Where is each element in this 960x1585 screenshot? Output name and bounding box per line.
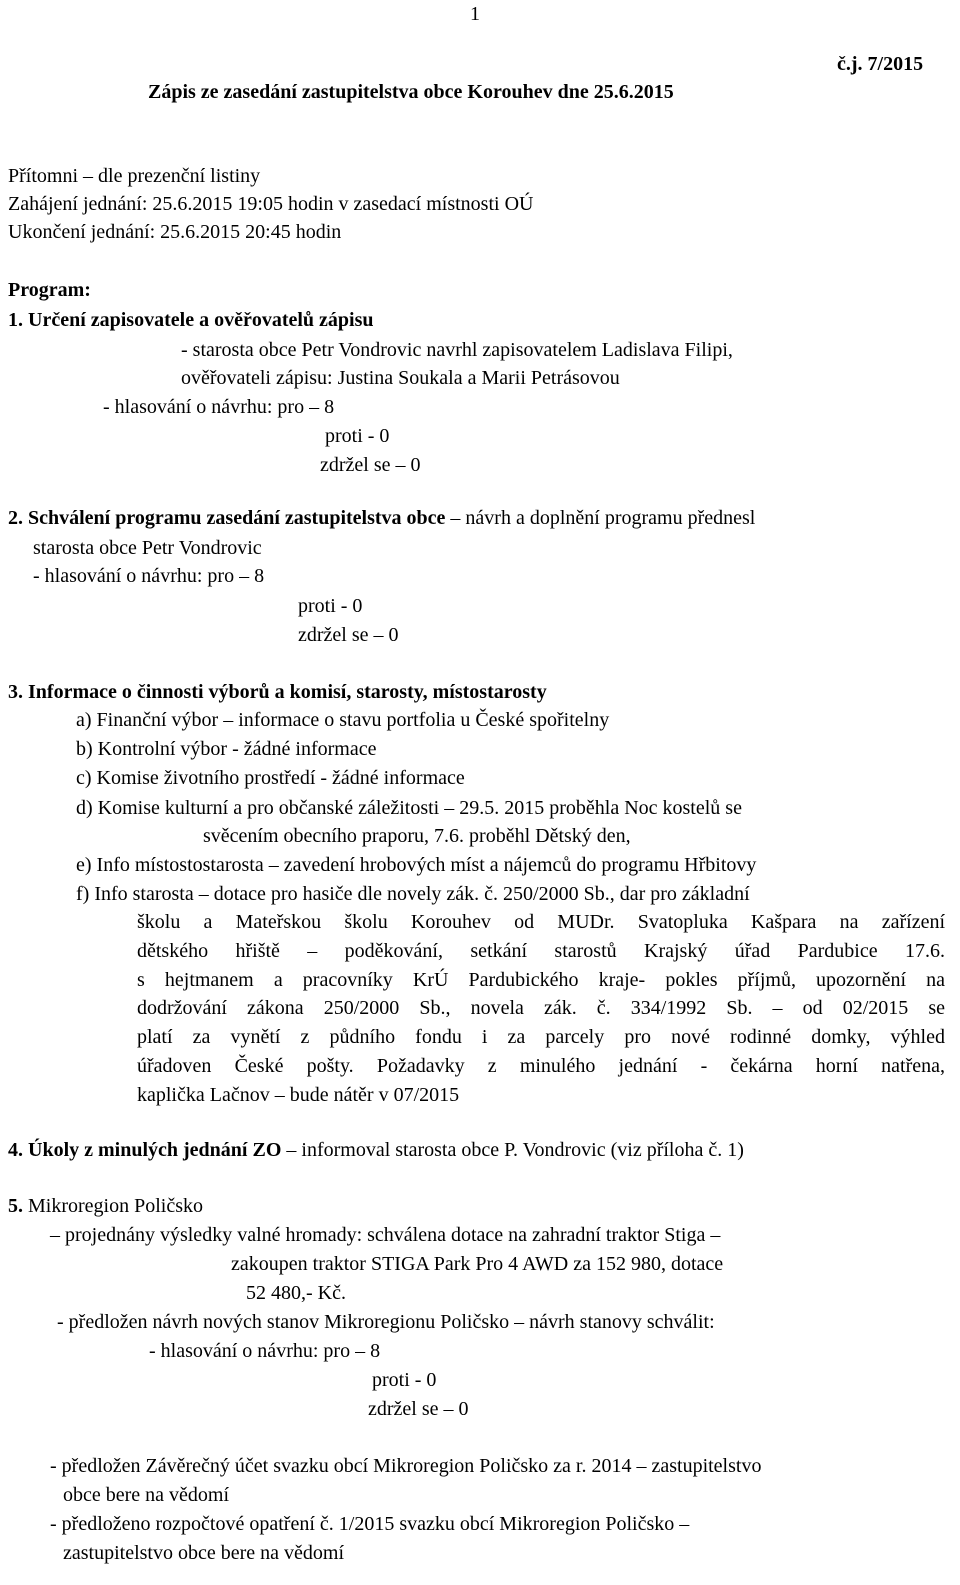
item5-line1: – projednány výsledky valné hromady: schválena dotace na zahradní traktor Stiga –	[50, 1224, 721, 1246]
item5-number: 5.	[8, 1195, 23, 1217]
item2-vote-abstain: zdržel se – 0	[298, 624, 399, 646]
item5-line7: - předloženo rozpočtové opatření č. 1/2015 svazku obcí Mikroregion Poličsko –	[50, 1513, 690, 1535]
item1-line1: - starosta obce Petr Vondrovic navrhl zapisovatelem Ladislava Filipi,	[181, 339, 733, 361]
item4-title: Úkoly z minulých jednání ZO	[28, 1139, 282, 1161]
item1-title: Určení zapisovatele a ověřovatelů zápisu	[28, 309, 374, 331]
item1-vote-against: proti - 0	[325, 425, 390, 447]
item3-f6: platí za vynětí z půdního fondu i za parcely pro nové rodinné domky, výhled	[137, 1026, 945, 1048]
item1-line2: ověřovateli zápisu: Justina Soukala a Marii Petrásovou	[181, 367, 620, 389]
closing-line: Ukončení jednání: 25.6.2015 20:45 hodin	[8, 221, 342, 243]
item5-line4: - předložen návrh nových stanov Mikroregionu Poličsko – návrh stanovy schválit:	[57, 1311, 715, 1333]
item3-f5: dodržování zákona 250/2000 Sb., novela zák. č. 334/1992 Sb. – od 02/2015 se	[137, 997, 945, 1019]
item3-f2: školu a Mateřskou školu Korouhev od MUDr. Svatopluka Kašpara na zařízení	[137, 911, 945, 933]
page-number: 1	[470, 3, 480, 25]
item3-f4: s hejtmanem a pracovníky KrÚ Pardubického kraje- pokles příjmů, upozornění na	[137, 969, 945, 991]
item3-heading	[8, 680, 547, 704]
item5-line2: zakoupen traktor STIGA Park Pro 4 AWD za 152 980, dotace	[231, 1253, 724, 1275]
item3-f1: f) Info starosta – dotace pro hasiče dle novely zák. č. 250/2000 Sb., dar pro základní	[76, 883, 750, 905]
item1-vote-for: - hlasování o návrhu: pro – 8	[103, 396, 335, 418]
item5-line5: - předložen Závěrečný účet svazku obcí Mikroregion Poličsko za r. 2014 – zastupitelstvo	[50, 1455, 762, 1477]
item4-number: 4.	[8, 1139, 23, 1161]
item2-heading	[8, 506, 755, 530]
item3-f3: dětského hřiště – poděkování, setkání starostů Krajský úřad Pardubice 17.6.	[137, 940, 945, 962]
item3-d1: d) Komise kulturní a pro občanské záležitosti – 29.5. 2015 proběhla Noc kostelů se	[76, 797, 742, 819]
item4-rest: – informoval starosta obce P. Vondrovic (viz příloha č. 1)	[281, 1139, 744, 1161]
item3-d2: svěcením obecního praporu, 7.6. proběhl Dětský den,	[203, 825, 631, 847]
item5-heading	[8, 1194, 203, 1218]
item3-f7: úřadoven České pošty. Požadavky z minulého jednání - čekárna horní natřena,	[137, 1055, 945, 1077]
item1-number: 1.	[8, 309, 23, 331]
item2-number: 2.	[8, 507, 23, 529]
item2-title: Schválení programu zasedání zastupitelstva obce	[28, 507, 446, 529]
item3-e: e) Info místostostarosta – zavedení hrobových míst a nájemců do programu Hřbitovy	[76, 854, 757, 876]
item4-heading	[8, 1138, 744, 1162]
opening-line: Zahájení jednání: 25.6.2015 19:05 hodin v zasedací místnosti OÚ	[8, 193, 534, 215]
item5-vote-abstain: zdržel se – 0	[368, 1398, 469, 1420]
item3-f8: kaplička Lačnov – bude nátěr v 07/2015	[137, 1084, 460, 1106]
item3-a: a) Finanční výbor – informace o stavu portfolia u České spořitelny	[76, 709, 610, 731]
item5-line8: zastupitelstvo obce bere na vědomí	[63, 1542, 345, 1564]
item3-number: 3.	[8, 681, 23, 703]
present-line: Přítomni – dle prezenční listiny	[8, 165, 261, 187]
item5-line3: 52 480,- Kč.	[246, 1282, 346, 1304]
reference-number: č.j. 7/2015	[837, 53, 924, 75]
document-title: Zápis ze zasedání zastupitelstva obce Korouhev dne 25.6.2015	[148, 81, 674, 103]
item5-vote-against: proti - 0	[372, 1369, 437, 1391]
item2-vote-against: proti - 0	[298, 595, 363, 617]
item5-line6: obce bere na vědomí	[63, 1484, 230, 1506]
item2-vote-for: - hlasování o návrhu: pro – 8	[33, 565, 265, 587]
item2-rest: – návrh a doplnění programu přednesl	[445, 507, 756, 529]
item3-title: Informace o činnosti výborů a komisí, starosty, místostarosty	[28, 681, 547, 703]
item3-c: c) Komise životního prostředí - žádné informace	[76, 767, 465, 789]
item2-line2: starosta obce Petr Vondrovic	[33, 537, 262, 559]
item5-vote-for: - hlasování o návrhu: pro – 8	[149, 1340, 381, 1362]
item1-vote-abstain: zdržel se – 0	[320, 454, 421, 476]
item3-b: b) Kontrolní výbor - žádné informace	[76, 738, 377, 760]
program-label: Program:	[8, 279, 91, 301]
item1-heading	[8, 308, 374, 332]
item5-title: Mikroregion Poličsko	[28, 1195, 203, 1217]
